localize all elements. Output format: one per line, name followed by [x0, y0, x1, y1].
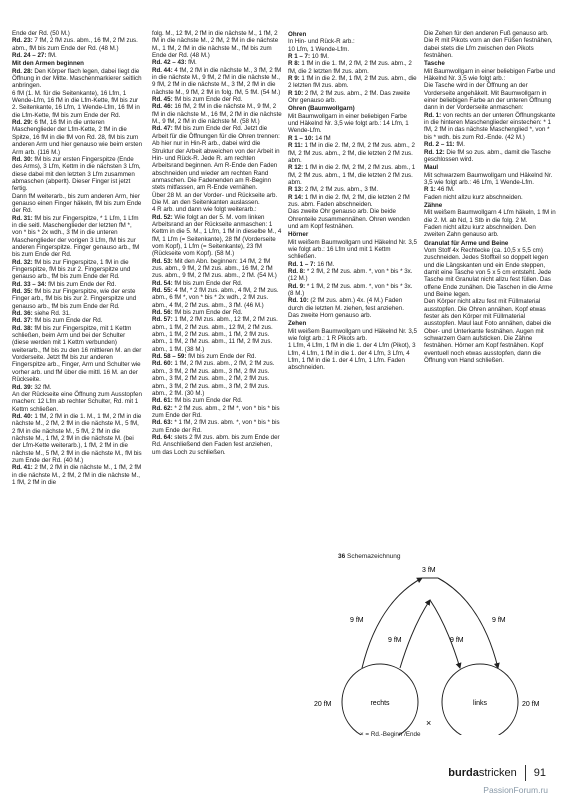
paragraph-text: 1 fM in die 2. fM, 1 fM, 2 fM zus. abm., die 2 letzten fM zus. abm. [288, 75, 417, 90]
round-label: Rd. 45: [152, 96, 173, 104]
paragraph-text: 6 fM, 16 fM in die unteren Maschenglieder der Lfm-Kette, 2 fM in die Spitze, 16 fM in die fM von Rd. 28, fM bis zum anderen Arm und hier genauso wie beim ersten Arm arb. (116 M.) [12, 119, 143, 156]
round-label: Rd. 47: [152, 125, 173, 133]
paragraph-text: 1 fM, 2 fM zus. abm., 12 fM, 2 fM zus. abm., 1 fM, 2 fM zus. abm., 12 fM, 2 fM zus. abm., 1 fM, 2 fM zus. abm., 1 fM, 2 fM zus. abm., 1 fM, 2 fM zus. abm., 11 fM, 2 fM zus. abm., 1 fM. (38 M.) [152, 316, 278, 353]
paragraph [288, 268, 418, 283]
paragraph-text: Dann fM weiterarb., bis zum anderen Arm, hier genauso einen Finger häkeln, fM bis zum Ende der Rd. [12, 192, 142, 215]
paragraph [12, 288, 142, 310]
paragraph [152, 397, 282, 404]
paragraph [424, 186, 558, 193]
section-heading: Granulat für Arme und Beine [424, 239, 509, 247]
paragraph [424, 149, 558, 164]
round-label: R 8: [288, 60, 300, 68]
paragraph [288, 261, 418, 268]
text-column-1 [12, 30, 142, 486]
paragraph [288, 297, 418, 312]
paragraph [152, 405, 282, 420]
round-label: R 11: [288, 142, 303, 150]
round-label: R 12: [288, 164, 304, 172]
paragraph-text: 16 fM. [315, 260, 335, 268]
paragraph [288, 283, 418, 298]
paragraph-text: 10 Lfm, 1 Wende-Lfm. [288, 45, 350, 53]
inner-arc-left [400, 600, 430, 668]
paragraph-text: 46 fM. [435, 186, 455, 194]
paragraph-text: 2 fM, 2 fM in die nächste M., 1 fM, 2 fM in die nächste M., 2 fM, 2 fM in die nächste M., 1 fM, 2 fM in die [12, 464, 142, 486]
round-label: Rd. 39: [12, 383, 33, 391]
paragraph-text: (2 fM zus. abm.) 4x. (4 M.) Faden durch die letzten M. ziehen, fest anziehen. [288, 297, 404, 312]
round-label: R 1 – 7: [288, 53, 311, 61]
paragraph [152, 59, 282, 66]
start-marker: × [426, 718, 432, 728]
label-links: links [472, 700, 488, 707]
paragraph [424, 209, 558, 224]
paragraph [152, 434, 282, 456]
paragraph-text: fM bis zur ersten Fingerspitze (Ende des Arms), 3 Lfm, Kettm in die nächsten 3 Lfm, diese dabei mit den letzten 3 Lfm zusammen abmaschen (abperlt). Dieser Finger ist jetzt fertig. [12, 155, 141, 193]
round-label: Rd. 23: [12, 37, 33, 45]
paragraph [12, 52, 142, 59]
section-heading: Hörner [288, 231, 309, 239]
paragraph [288, 46, 418, 53]
paragraph [152, 287, 282, 309]
round-label: Rd. 41: [12, 464, 33, 472]
round-label: Rd. 56: [152, 309, 173, 317]
paragraph [12, 215, 142, 259]
round-label: R 9: [288, 75, 300, 83]
page-footer [448, 765, 546, 781]
paragraph-text: Mit Baumwollgarn in einer beliebigen Farbe und Häkelnd Nr. 3,5 wie folgt arb.: 14 Lfm, 1 Wende-Lfm. [288, 112, 409, 135]
paragraph [152, 280, 282, 287]
paragraph [424, 82, 558, 111]
paragraph-text: An der Rückseite eine Öffnung zum Ausstopfen machen: 12 Lfm ab rechter Schulter, Rd. mit 1 Kettm schließen. [12, 390, 142, 413]
round-label: Rd. 57: [152, 316, 173, 324]
paragraph [288, 194, 418, 209]
paragraph [152, 360, 282, 397]
paragraph-text: fM bis zum Ende der Rd. [186, 353, 257, 361]
paragraph [152, 309, 282, 316]
paragraph-text: Den Körper flach legen, dabei liegt die Öffnung in der Mitte. Maschenmarkierer seitlich anbringen. [12, 67, 142, 90]
paragraph-text: Die fM so zus. abm., damit die Tasche geschlossen wird. [424, 148, 551, 163]
round-label: Rd. 36: [12, 310, 33, 318]
paragraph-text: folg. M., 12 fM, 2 fM in die nächste M., 1 fM, 2 fM in die nächste M., 2 fM, 2 fM in die nächste M., 1 fM, 2 fM in die nächste M., fM bis zum Ende der Rd. (48 M.) [152, 30, 279, 60]
round-label: Rd. 64: [152, 433, 173, 441]
paragraph [152, 316, 282, 353]
paragraph [12, 325, 142, 384]
paragraph-text: 10 fM. [310, 53, 329, 61]
paragraph-text: 2 fM, 2 fM zus. abm., 2 fM. Das zweite Ohr genauso arb. [288, 89, 411, 105]
round-label: R 10: [288, 89, 304, 97]
paragraph [12, 310, 142, 317]
text-column-2 [152, 30, 282, 456]
paragraph-text: 4 R arb. und dann wie folgt weiterarb.: [152, 206, 257, 214]
round-label: Rd. 54: [152, 279, 173, 287]
paragraph-text: Faden nicht allzu kurz abschneiden. [424, 193, 523, 201]
label-rechts: rechts [370, 700, 390, 707]
paragraph [152, 419, 282, 434]
paragraph [12, 30, 142, 37]
text-column-3 [288, 30, 418, 372]
paragraph-text: Das zweite Ohr genauso arb. Die beide Ohrenteile zusammennähen. Ohren wenden und am Kopf festnähen. [288, 208, 410, 230]
label-right-lower: 20 fM [522, 701, 540, 708]
paragraph-text: 1 fM, 2 fM zus. abm., 2 fM, 2 fM zus. abm., 3 fM, 2 fM zus. abm., 3 fM, 2 fM zus. abm., 3 fM, 2 fM zus. abm., 2 fM, 2 fM zus. abm., 3 fM, 2 fM zus. abm., 3 fM, 2 fM zus. abm., 2 fM. (30 M.) [152, 360, 275, 397]
section-heading: Ohren [288, 31, 307, 38]
round-label: Rd. 53: [152, 257, 173, 265]
round-label: Rd. 29: [12, 119, 33, 127]
label-top: 3 fM [422, 567, 436, 574]
diagram-legend: × = Rd.-Beginn /Ende [360, 731, 421, 738]
round-label: R 1 – 10: [288, 134, 314, 142]
paragraph-text: 32 fM. [32, 383, 52, 391]
round-label: Rd. 62: [152, 404, 173, 412]
paragraph [424, 298, 558, 364]
section-heading: Zehen [288, 320, 307, 328]
paragraph-text: fM bis zum Ende der Rd. [46, 280, 117, 288]
paragraph-text: fM bis zum Ende der Rd. [172, 397, 243, 405]
paragraph-text: fM bis zum Ende der Rd. [172, 96, 243, 104]
paragraph-text: Mit Baumwollgarn in einer beliebigen Farbe und Häkelnd Nr. 3,5 wie folgt arb.: [424, 67, 556, 83]
paragraph [152, 353, 282, 360]
paragraph-text: 4 fM, 2 fM in die nächste M., 3 fM, 2 fM in die nächste M., 9 fM, 2 fM in die nächste M., 9 fM, 2 fM in die nächste M., 3 fM, 2 fM in die nächste M., 9 fM, 2 fM in folg. fM, 5 fM. (54 M.) [152, 66, 282, 96]
round-label: Rd. 8: [288, 268, 306, 275]
round-label: Rd. 33 – 34: [12, 280, 47, 288]
round-label: Rd. 38: [12, 324, 33, 332]
paragraph-text: 1 fM, 2 fM in die 1. M., 1 fM, 2 fM in die nächste M., 2 fM, 2 fM in die nächste M., 5 fM, 2 fM in die nächste M., 5 fM, 2 fM in die nächste M., 1 fM, 2 fM in die nächste M. (bei der Lfm-Kette weiterarb.), 1 fM, 2 fM in die nächste M., 5 fM, 2 fM in die nächste M., fM bis zum Ende der Rd. (40 M.) [12, 412, 142, 464]
round-label: Rd. 40: [12, 412, 33, 420]
paragraph [152, 96, 282, 103]
paragraph-text: 1 fM in die 2. fM, 2 fM, 2 fM zus. abm., 1 fM, 2 fM zus. abm., 1 fM, die letzten 2 fM zus. abm. [288, 164, 416, 186]
paragraph [424, 141, 558, 148]
paragraph [12, 413, 142, 464]
label-left-lower: 20 fM [314, 701, 332, 708]
paragraph-text: In Hin- und Rück-R arb.: [288, 38, 355, 46]
paragraph [288, 342, 418, 371]
round-label: Rd. 44: [152, 66, 173, 74]
section-heading: Maul [424, 164, 439, 172]
round-label: Rd. 1 – 7: [288, 260, 316, 268]
paragraph-text: 1 fM in die 1. fM, 2 fM, 2 fM zus. abm., 2 fM, die 2 letzten fM zus. abm. [288, 60, 412, 75]
paragraph-text: fM bis zum Ende der Rd. [32, 317, 103, 325]
paragraph [424, 194, 558, 201]
round-label: Rd. 32: [12, 258, 33, 266]
paragraph-text: * 2 fM, 2 fM zus. abm. *, von * bis * 3x. (12 M.) [288, 268, 413, 283]
paragraph-text: Über 28 M. an der Vorder- und Rückseite arb. Die M. an den Seitenkanten auslassen. [152, 191, 278, 206]
round-label: Rd. 52: [152, 213, 173, 221]
paragraph-text: siehe Rd. 31. [32, 310, 71, 318]
paragraph-text: fM bis zum Ende der Rd. [172, 279, 243, 287]
paragraph [424, 68, 558, 83]
round-label: Rd. 31: [12, 214, 33, 222]
paragraph-text: fM bis zur Fingerspitze, 1 fM in die Fingerspitze, fM bis zur 2. Fingerspitze und genauso arb., fM bis zum Ende der Rd. [12, 258, 131, 281]
round-label: R 13: [288, 186, 304, 194]
paragraph [288, 38, 418, 45]
inner-arc-right [430, 600, 460, 668]
paragraph [12, 119, 142, 156]
paragraph [12, 193, 142, 215]
paragraph [12, 464, 142, 486]
footer-divider [525, 765, 526, 781]
watermark: PassionForum.ru [483, 785, 548, 795]
paragraph [288, 53, 418, 60]
section-heading: Mit den Armen beginnen [12, 60, 84, 68]
paragraph [12, 391, 142, 413]
round-label: Rd. 24 – 27: [12, 52, 47, 60]
round-label: R 1: [424, 186, 436, 194]
paragraph [12, 37, 142, 52]
paragraph [424, 172, 558, 187]
paragraph [12, 90, 142, 119]
paragraph-text: stets 2 fM zus. abm. bis zum Ende der Rd. Anschließend den Faden fest anziehen, um das Loch zu schließen. [152, 433, 280, 456]
round-label: Rd. 28: [12, 67, 33, 75]
paragraph-text: Den Körper nicht allzu fest mit Füllmaterial ausstopfen. Die Ohren annähen. Kopf etwas fester als den Körper mit Füllmaterial ausstopfen. Maul laut Foto annähen, dabei die Ober- und Unterkante festnähen. Augen mit schwarzem Garn aufsticken. Die Zähne festnähen. Hörner am Kopf festnähen. Kopf eventuell noch etwas ausstopfen, dann die Öffnung von Hand schließen. [424, 298, 552, 365]
paragraph-text: * 2 fM zus. abm., 2 fM *, von * bis * bis zum Ende der Rd. [152, 404, 280, 419]
paragraph [152, 67, 282, 96]
round-label: Rd. 63: [152, 419, 173, 427]
loop-arc-left [362, 578, 422, 668]
paragraph [152, 192, 282, 207]
paragraph [152, 30, 282, 59]
paragraph [152, 206, 282, 213]
label-right-upper: 9 fM [492, 617, 506, 624]
paragraph-text: Wie folgt an der 5. M. vom linken Arbeitsrand an der Rückseite anmaschen: 1 Kettm in die 5. M., 1 Lfm, 1 fM in dieselbe M., 4 fM, 1 Lfm (= Seitenkante), 28 fM (Vorderseite vom Kopf), 1 Lfm (= Seitenkante), 23 fM (Rückseite vom Kopf). (58 M.) [152, 213, 282, 258]
paragraph [152, 103, 282, 125]
paragraph [12, 281, 142, 288]
paragraph-text: Mit weißem Baumwollgarn und Häkelnd Nr. 3,5 wie folgt arb.: 1 R Pikots arb. [288, 327, 417, 343]
paragraph [152, 125, 282, 191]
paragraph-text: fM bis zur Fingerspitze, * 1 Lfm, 1 Lfm in die seitl. Maschenglieder der letzten fM *, von * bis * 2x wdh., 3 fM in die unteren Maschenglieder der vorigen 3 Lfm, fM bis zur anderen Fingerspitze. Finger genauso arb., fM bis zum Ende der Rd. [12, 214, 140, 259]
paragraph-text: 16 fM, 2 fM in die nächste M., 9 fM, 2 fM in die nächste M., 16 fM, 2 fM in die nächste M., 9 fM, 2 fM in die nächste M. (58 M.) [152, 103, 282, 126]
paragraph-text: Vom Stoff 4x Rechtecke (ca. 10,5 x 5,5 cm) zuschneiden. Jedes Stoffteil so doppelt legen und die Längskanten und ein Ende steppen, damit eine Tasche von 5 x 5 cm entsteht. Jede Tasche mit Granulat nicht allzu fest füllen. Das offene Ende zunähen. Die Taschen in die Arme und Beine legen. [424, 246, 553, 299]
paragraph [424, 224, 558, 239]
paragraph [288, 75, 418, 90]
paragraph [288, 142, 418, 164]
section-heading: Tasche [424, 60, 445, 68]
round-label: Rd. 12: [424, 148, 445, 156]
paragraph-text: 2 fM, 2 fM zus. abm., 3 fM. [303, 186, 379, 194]
round-label: Rd. 55: [152, 287, 173, 295]
round-label: R 14: [288, 193, 304, 201]
paragraph [12, 384, 142, 391]
page-number: 91 [533, 767, 546, 779]
paragraph [288, 186, 418, 193]
paragraph [288, 239, 418, 261]
paragraph [424, 247, 558, 298]
label-mid-right: 9 fM [450, 637, 464, 644]
paragraph-text: Die Tasche wird in der Öffnung an der Vorderseite angehäkelt. Mit Baumwollgarn in einer beliebigen Farbe an der unteren Öffnung dann in der Vorderseite anmaschen: [424, 82, 552, 112]
paragraph [288, 113, 418, 135]
paragraph-text: 1 Lfm, 4 Lfm, 1 fM in die 1. der 4 Lfm (Pikot), 3 Lfm, 4 Lfm, 1 fM in die 1. der 4 Lfm, 3 Lfm, 4 Lfm, 1 fM in die 1. der 4 Lfm, 1 Lfm. Faden abschneiden. [288, 342, 416, 372]
paragraph-text: fM. [46, 52, 57, 60]
paragraph-text: fM bis zur Fingerspitze, wie der erste Finger arb., fM bis bis zur 2. Fingerspitze und genauso arb., fM bis zum Ende der Rd. [12, 288, 137, 310]
round-label: Rd. 37: [12, 317, 33, 325]
section-heading: Zähne [424, 201, 443, 209]
paragraph [288, 90, 418, 105]
section-heading: Ohren (Baumwollgarn) [288, 105, 355, 113]
label-left-upper: 9 fM [350, 617, 364, 624]
paragraph [424, 30, 558, 59]
round-label: Rd. 9: [288, 282, 306, 290]
diagram-title [338, 553, 401, 560]
paragraph [12, 259, 142, 281]
paragraph [12, 68, 142, 90]
paragraph [12, 156, 142, 193]
paragraph [152, 214, 282, 258]
round-label: Rd. 35: [12, 288, 33, 296]
round-label: Rd. 1: [424, 111, 442, 119]
round-label: Rd. 46: [152, 103, 173, 111]
schematic-diagram [300, 560, 560, 735]
diagram-title-text: Schemazeichnung [347, 553, 401, 560]
paragraph-text: fM. [186, 59, 197, 67]
paragraph-text: 4 fM, * 2 fM zus. abm., 4 fM, 2 fM zus. abm., 6 fM *, von * bis * 2x wdh., 2 fM zus. abm., 4 fM, 2 fM zus. abm., 3 fM. (46 M.) [152, 287, 279, 309]
brand-bold: burda [448, 767, 479, 779]
round-label: Rd. 10: [288, 297, 309, 305]
paragraph [152, 258, 282, 280]
paragraph [288, 208, 418, 230]
paragraph [288, 328, 418, 343]
loop-arc-right [438, 578, 498, 668]
paragraph-text: fM. [454, 141, 465, 149]
paragraph-text: fM bis zum Ende der Rd. [172, 309, 243, 317]
paragraph-text: Mit den Abn. beginnen: 14 fM, 2 fM zus. abm., 9 fM, 2 fM zus. abm., 16 fM, 2 fM zus. abm., 9 fM, 2 fM zus. abm., 2 fM. (54 M.) [152, 257, 277, 280]
paragraph-text: 1 fM in die 2. fM, 2 fM, 2 fM zus. abm., 2 fM, 2 fM zus. abm., 2 fM, die letzten 2 fM zus. abm. [288, 142, 415, 164]
paragraph-text: 7 fM, 2 fM zus. abm., 16 fM, 2 fM zus. abm., fM bis zum Ende der Rd. (48 M.) [12, 37, 138, 52]
paragraph-text: 14 fM [313, 134, 331, 142]
paragraph-text: 1 fM in die 2. fM, 2 fM, die letzten 2 fM zus. abm. Faden abschneiden. [288, 193, 410, 208]
paragraph-text: Das zweite Horn genauso arb. [288, 312, 372, 320]
round-label: Rd. 60: [152, 360, 173, 368]
round-label: Rd. 30: [12, 155, 33, 163]
paragraph [424, 112, 558, 141]
paragraph-text: fM bis zur Fingerspitze, mit 1 Kettm schließen, beim Arm und bei der Schulter (diese werden mit 1 Kettm verbunden) weiterarb., fM bis zu den 16 mittleren M. an der Vorderseite. Jetzt fM bis zur anderen Fingerspitze arb., Finger, Arm und Schulter wie vorher arb. und fM über die mittl. 16 M. an der Rückseite. [12, 324, 142, 384]
round-label: Rd. 2 – 11: [424, 141, 455, 149]
paragraph-text: Mit schwarzem Baumwollgarn und Häkelnd Nr. 3,5 wie folgt arb.: 46 Lfm, 1 Wende-Lfm. [424, 171, 553, 186]
paragraph-text: Mit weißem Baumwollgarn 4 Lfm häkeln, 1 fM in die 2. M. ab Nd, 1 Stb in die folg. 2 M. [424, 209, 556, 224]
paragraph-text: fM bis zum Ende der Rd. Jetzt die Arbeit für die Öffnungen für die Ohren trennen: Ab hier nur in Hin-R arb., dabei wird die Struktur der Arbeit abweichen von der Arbeit in Hin- und Rück-R. Jede R. am rechten Arbeitsrand beginnen. Am R-Ende den Faden abschneiden und wieder am rechten Rand anmaschen. Die Fadenenden am R-Beginn stets mitfassen, am R-Ende vernähen. [152, 125, 280, 192]
paragraph-text: * 1 fM, 2 fM zus. abm. *, von * bis * bis zum Ende der Rd. [152, 419, 280, 434]
paragraph-text: * 1 fM, 2 fM zus. abm. *, von * bis * 3x. (8 M.) [288, 282, 413, 298]
paragraph-text: Die Zehen für den anderen Fuß genauso arb. Die R mit Pikots vorn an den Füßen festnähen, dabei stets die Lfm zwischen den Pikots festnähen. [424, 30, 553, 60]
diagram-number: 36 [338, 553, 346, 560]
paragraph-text: Ende der Rd. (50 M.) [12, 30, 70, 37]
text-column-4 [424, 30, 558, 364]
round-label: Rd. 42 – 43: [152, 59, 187, 67]
paragraph [288, 164, 418, 186]
paragraph [12, 317, 142, 324]
paragraph-text: von rechts an der unteren Öffnungskante in die hinteren Maschenglieder einstechen: * 1 fM, 2 fM in das nächste Maschenglied *, von * bis * wdh. bis zum Rd.-Ende. (42 M.) [424, 111, 556, 141]
brand-rest: stricken [478, 767, 517, 779]
paragraph-text: Faden nicht allzu kurz abschneiden. Den zweiten Zahn genauso arb. [424, 223, 536, 239]
paragraph [288, 60, 418, 75]
paragraph-text: Mit weißem Baumwollgarn und Häkelnd Nr. 3,5 wie folgt arb.: 16 Lfm und mit 1 Kettm schließen. [288, 238, 417, 261]
round-label: Rd. 61: [152, 397, 173, 405]
paragraph [288, 312, 418, 319]
paragraph-text: 6 fM (1. M. für die Seitenkante), 16 Lfm, 1 Wende-Lfm, 16 fM in die Lfm-Kette, fM bis zur 2. Seitenkante, 16 Lfm, 1 Wende-Lfm, 16 fM in die Lfm-Kette, fM bis zum Ende der Rd. [12, 89, 140, 119]
paragraph [288, 135, 418, 142]
magazine-brand [448, 767, 516, 779]
label-mid-left: 9 fM [388, 637, 402, 644]
round-label: Rd. 58 – 59: [152, 353, 187, 361]
